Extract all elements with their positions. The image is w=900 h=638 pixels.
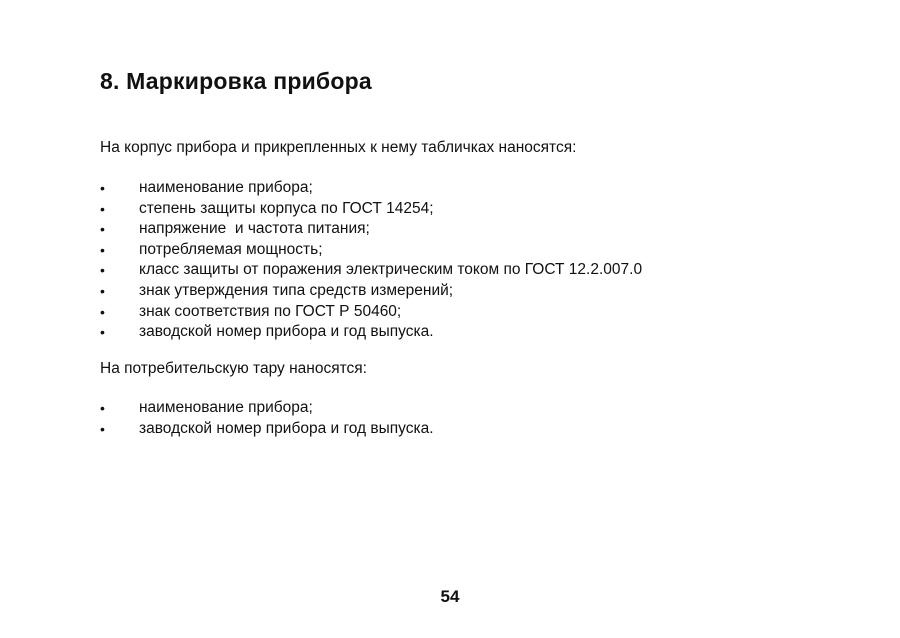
list-item [100,281,642,302]
list-item-text: потребляемая мощность; [139,240,323,258]
list-item-text: знак утверждения типа средств измерений; [139,281,454,299]
bullet-icon: • [100,262,105,279]
list-item [100,199,642,220]
list-item-text: напряжение и частота питания; [139,220,370,238]
marking-intro-paragraph: На корпус прибора и прикрепленных к нему табличках наносятся: [100,139,577,156]
list-item [100,322,642,343]
bullet-icon: • [100,282,105,299]
list-item-text: наименование прибора; [139,179,313,196]
bullet-icon: • [100,324,105,341]
bullet-icon: • [100,200,105,217]
list-item-text: степень защиты корпуса по ГОСТ 14254; [139,199,434,217]
list-item [100,302,642,323]
bullet-icon: • [100,420,105,437]
list-item [100,178,642,199]
list-item [100,398,434,419]
list-item [100,260,642,281]
list-item [100,219,642,240]
list-item-text: заводской номер прибора и год выпуска. [139,323,434,341]
list-item [100,419,434,440]
bullet-icon: • [100,221,105,238]
list-item-text: знак соответствия по ГОСТ Р 50460; [139,302,402,320]
bullet-icon: • [100,303,105,320]
bullet-icon: • [100,400,105,416]
list-item-text: заводской номер прибора и год выпуска. [139,419,434,437]
list-item-text: класс защиты от поражения электрическим током по ГОСТ 12.2.007.0 [139,261,643,279]
section-title: 8. Маркировка прибора [100,68,372,94]
bullet-icon: • [100,180,105,196]
marking-items-list [100,178,642,343]
packaging-intro-paragraph: На потребительскую тару наносятся: [100,360,367,377]
packaging-items-list [100,398,434,439]
list-item [100,240,642,261]
list-item-text: наименование прибора; [139,399,313,416]
bullet-icon: • [100,241,105,258]
page-number: 54 [440,587,460,606]
